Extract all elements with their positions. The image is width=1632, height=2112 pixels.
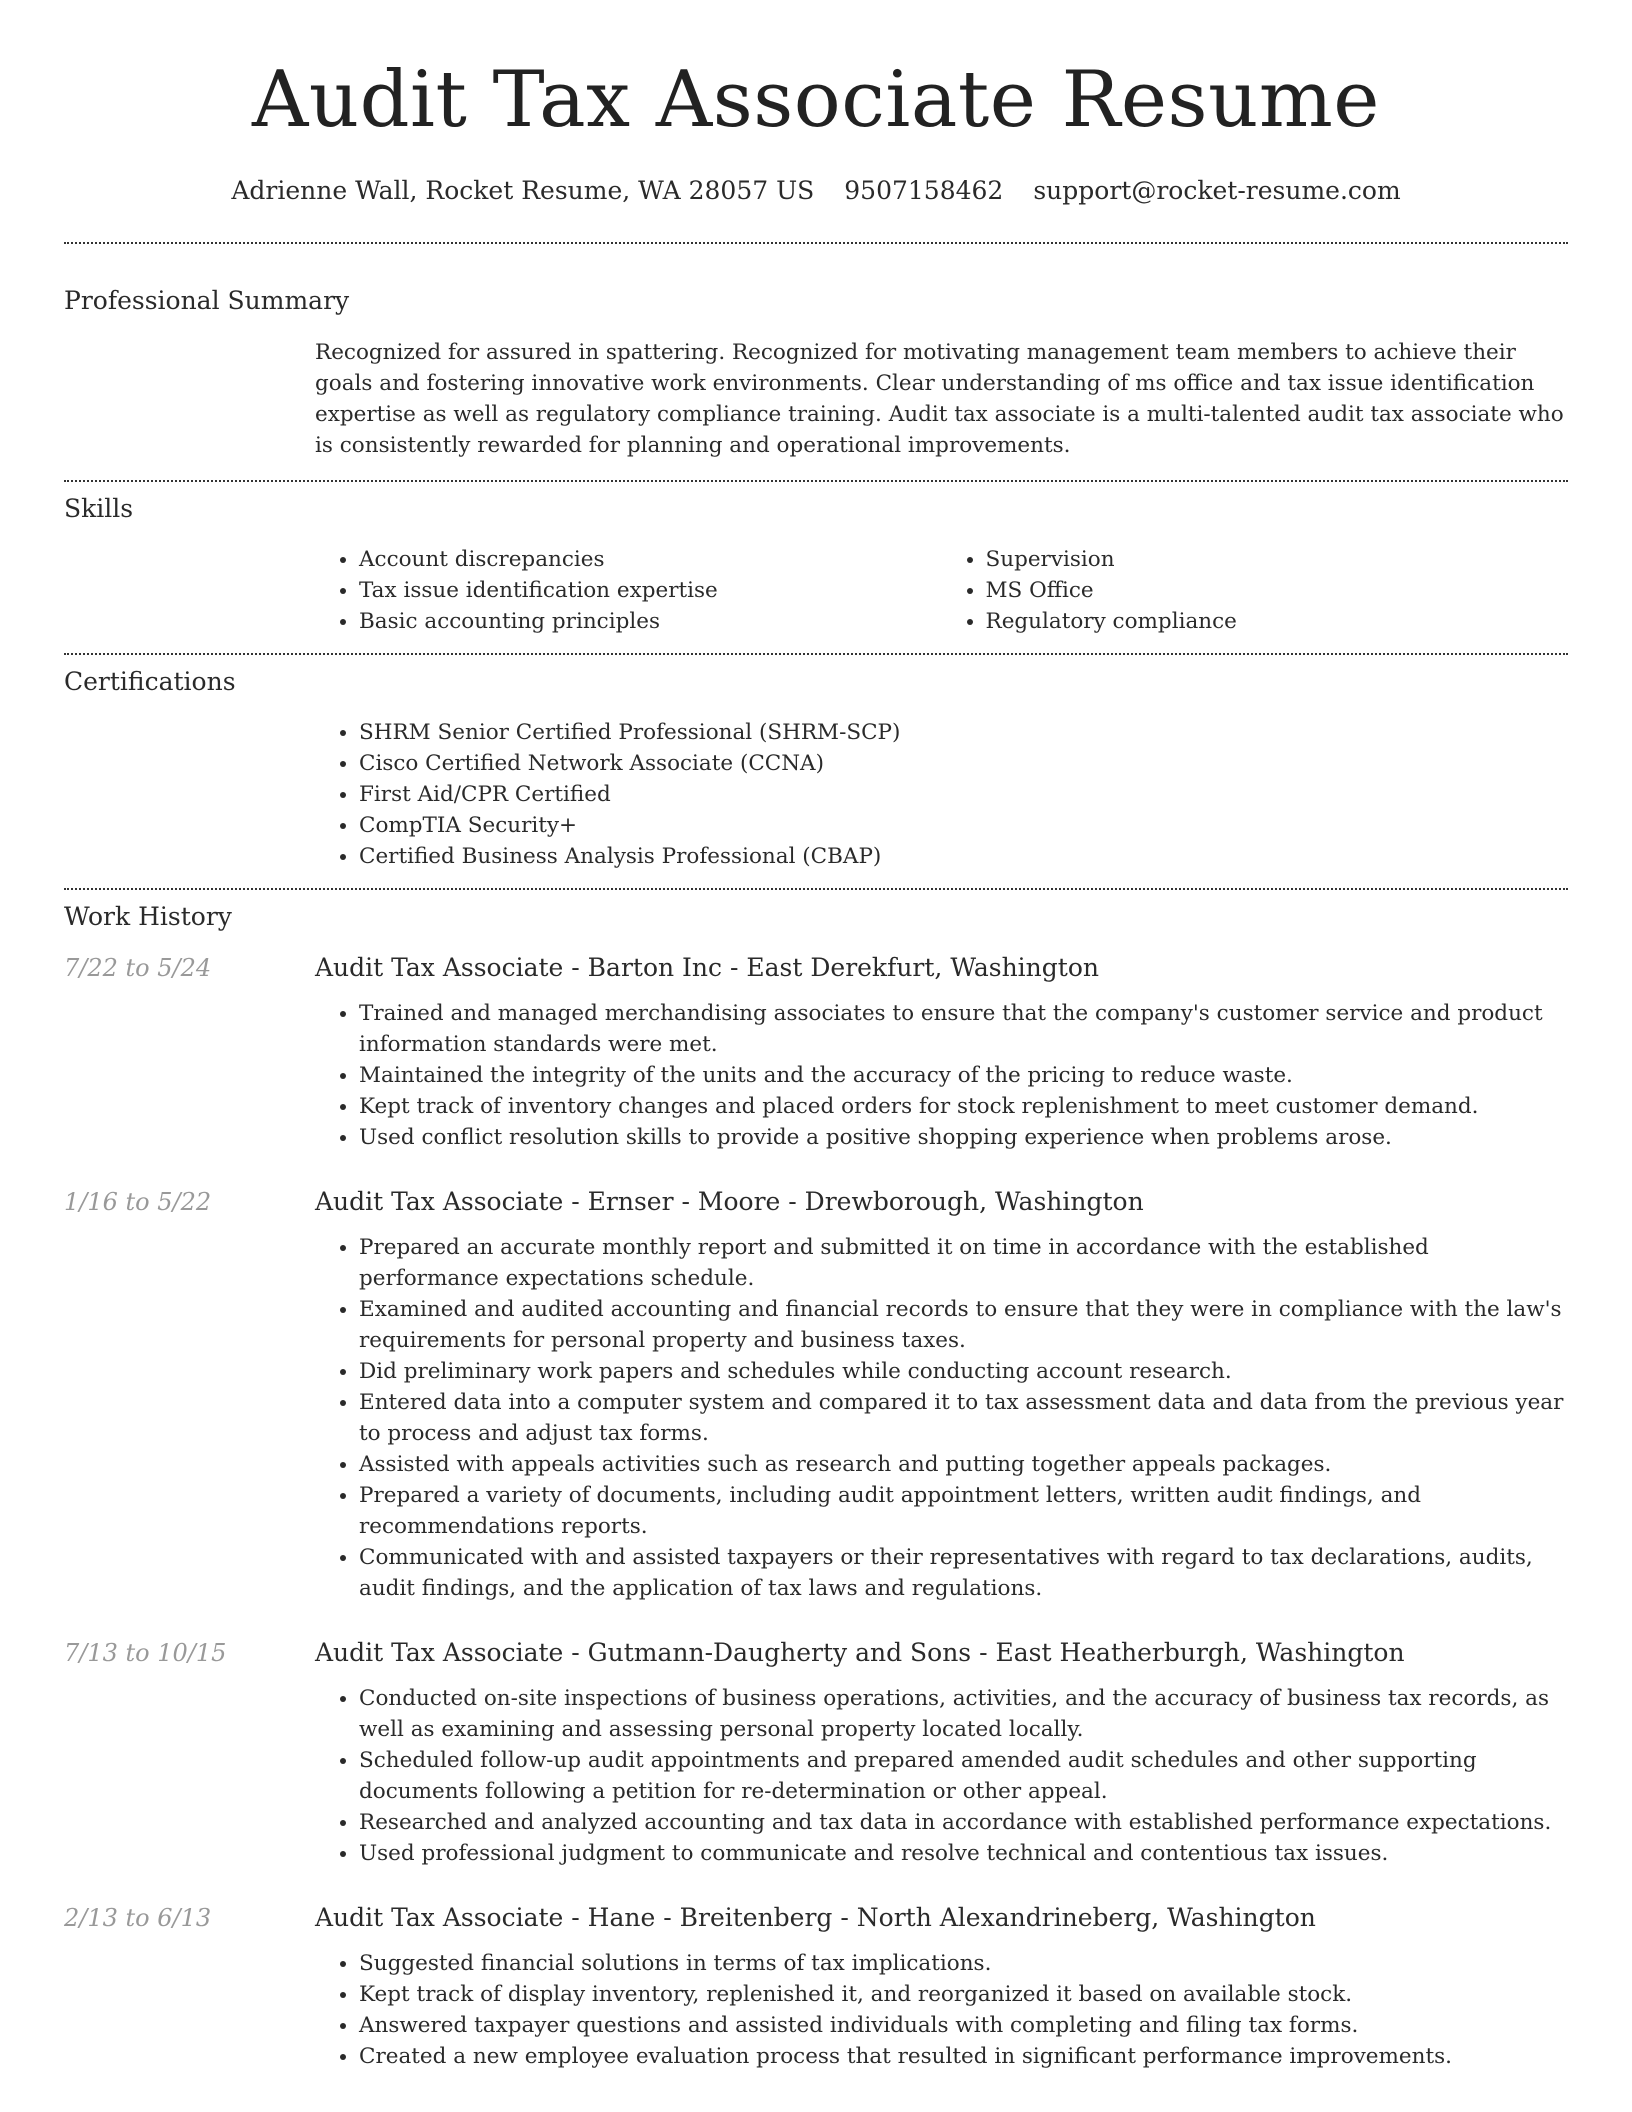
certification-item: • Certified Business Analysis Professional (CBAP): [359, 841, 1568, 872]
certification-item: • First Aid/CPR Certified: [359, 779, 1568, 810]
certifications-list: [315, 717, 1568, 872]
job-header: [64, 1187, 1568, 1216]
contact-phone: 9507158462: [844, 176, 1004, 205]
resume-page: [64, 0, 1568, 2072]
job-bullets: [315, 1683, 1568, 1869]
skill-item: • Account discrepancies: [359, 544, 942, 575]
job-bullet: • Answered taxpayer questions and assisted individuals with completing and filing tax forms.: [359, 2010, 1568, 2041]
certification-item: • SHRM Senior Certified Professional (SHRM-SCP): [359, 717, 1568, 748]
job-bullet: • Conducted on-site inspections of business operations, activities, and the accuracy of business tax records, as well as examining and assessing personal property located locally.: [359, 1683, 1568, 1745]
job-entry: [64, 1187, 1568, 1604]
summary-text: Recognized for assured in spattering. Recognized for motivating management team members to achieve their goals and fostering innovative work environments. Clear understanding of ms office and tax issue identification expertise as well as regulatory compliance training. Audit tax associate is a multi-talented audit tax associate who is consistently rewarded for planning and operational improvements.: [315, 340, 1564, 458]
job-bullet: • Prepared an accurate monthly report and submitted it on time in accordance with the established performance expectations schedule.: [359, 1232, 1568, 1294]
skills-list-col2: [942, 544, 1569, 637]
certifications-heading: Certifications: [64, 667, 236, 696]
job-entry: [64, 953, 1568, 1153]
skills-heading: Skills: [64, 494, 134, 523]
skill-item: • Tax issue identification expertise: [359, 575, 942, 606]
skills-section: [64, 482, 1568, 653]
skill-item: • Basic accounting principles: [359, 606, 942, 637]
job-bullet: • Examined and audited accounting and financial records to ensure that they were in compliance with the law's requirements for personal property and business taxes.: [359, 1294, 1568, 1356]
job-bullet: • Did preliminary work papers and schedules while conducting account research.: [359, 1356, 1568, 1387]
job-bullet: • Created a new employee evaluation process that resulted in significant performance improvements.: [359, 2041, 1568, 2072]
job-bullets: [315, 1948, 1568, 2072]
job-bullet: • Used professional judgment to communicate and resolve technical and contentious tax issues.: [359, 1838, 1568, 1869]
job-bullet: • Kept track of display inventory, replenished it, and reorganized it based on available stock.: [359, 1979, 1568, 2010]
job-bullet: • Communicated with and assisted taxpayers or their representatives with regard to tax declarations, audits, audit findings, and the application of tax laws and regulations.: [359, 1542, 1568, 1604]
job-dates: 1/16 to 5/22: [64, 1188, 212, 1216]
job-title: Audit Tax Associate - Barton Inc - East Derekfurt, Washington: [315, 953, 1099, 982]
job-bullet: • Entered data into a computer system and compared it to tax assessment data and data from the previous year to process and adjust tax forms.: [359, 1387, 1568, 1449]
summary-section: [64, 244, 1568, 480]
job-header: [64, 1638, 1568, 1667]
job-dates: 2/13 to 6/13: [64, 1904, 212, 1932]
certification-item: • CompTIA Security+: [359, 810, 1568, 841]
work-history-heading: Work History: [64, 902, 232, 931]
job-entry: [64, 1638, 1568, 1869]
skill-item: • MS Office: [986, 575, 1569, 606]
skill-item: • Supervision: [986, 544, 1569, 575]
work-history-section: [64, 890, 1568, 2072]
job-bullet: • Scheduled follow-up audit appointments and prepared amended audit schedules and other supporting documents following a petition for re-determination or other appeal.: [359, 1745, 1568, 1807]
job-bullet: • Maintained the integrity of the units and the accuracy of the pricing to reduce waste.: [359, 1060, 1568, 1091]
certifications-content: [315, 717, 1568, 872]
summary-content: [315, 337, 1568, 461]
job-header: [64, 953, 1568, 982]
job-bullet: • Kept track of inventory changes and placed orders for stock replenishment to meet customer demand.: [359, 1091, 1568, 1122]
skills-content: [315, 544, 1568, 637]
job-bullet: • Suggested financial solutions in terms of tax implications.: [359, 1948, 1568, 1979]
job-title: Audit Tax Associate - Ernser - Moore - Drewborough, Washington: [315, 1187, 1144, 1216]
job-bullet: • Trained and managed merchandising associates to ensure that the company's customer service and product information standards were met.: [359, 998, 1568, 1060]
resume-title: Audit Tax Associate Resume: [252, 55, 1380, 145]
job-bullets: [315, 1232, 1568, 1604]
job-header: [64, 1903, 1568, 1932]
job-title: Audit Tax Associate - Gutmann-Daugherty and Sons - East Heatherburgh, Washington: [315, 1638, 1405, 1667]
job-dates: 7/22 to 5/24: [64, 954, 212, 982]
contact-email[interactable]: support@rocket-resume.com: [1033, 176, 1401, 205]
job-bullet: • Prepared a variety of documents, including audit appointment letters, written audit findings, and recommendations reports.: [359, 1480, 1568, 1542]
job-dates: 7/13 to 10/15: [64, 1639, 227, 1667]
skill-item: • Regulatory compliance: [986, 606, 1569, 637]
summary-heading: Professional Summary: [64, 286, 350, 315]
job-bullets: [315, 998, 1568, 1153]
job-bullet: • Used conflict resolution skills to provide a positive shopping experience when problems arose.: [359, 1122, 1568, 1153]
certification-item: • Cisco Certified Network Associate (CCNA): [359, 748, 1568, 779]
certifications-section: [64, 655, 1568, 888]
job-bullet: • Assisted with appeals activities such as research and putting together appeals packages.: [359, 1449, 1568, 1480]
skills-list-col1: [315, 544, 942, 637]
job-title: Audit Tax Associate - Hane - Breitenberg - North Alexandrineberg, Washington: [315, 1903, 1316, 1932]
contact-address: Adrienne Wall, Rocket Resume, WA 28057 US: [231, 176, 815, 205]
job-bullet: • Researched and analyzed accounting and tax data in accordance with established performance expectations.: [359, 1807, 1568, 1838]
job-entry: [64, 1903, 1568, 2072]
contact-line: [64, 174, 1568, 208]
